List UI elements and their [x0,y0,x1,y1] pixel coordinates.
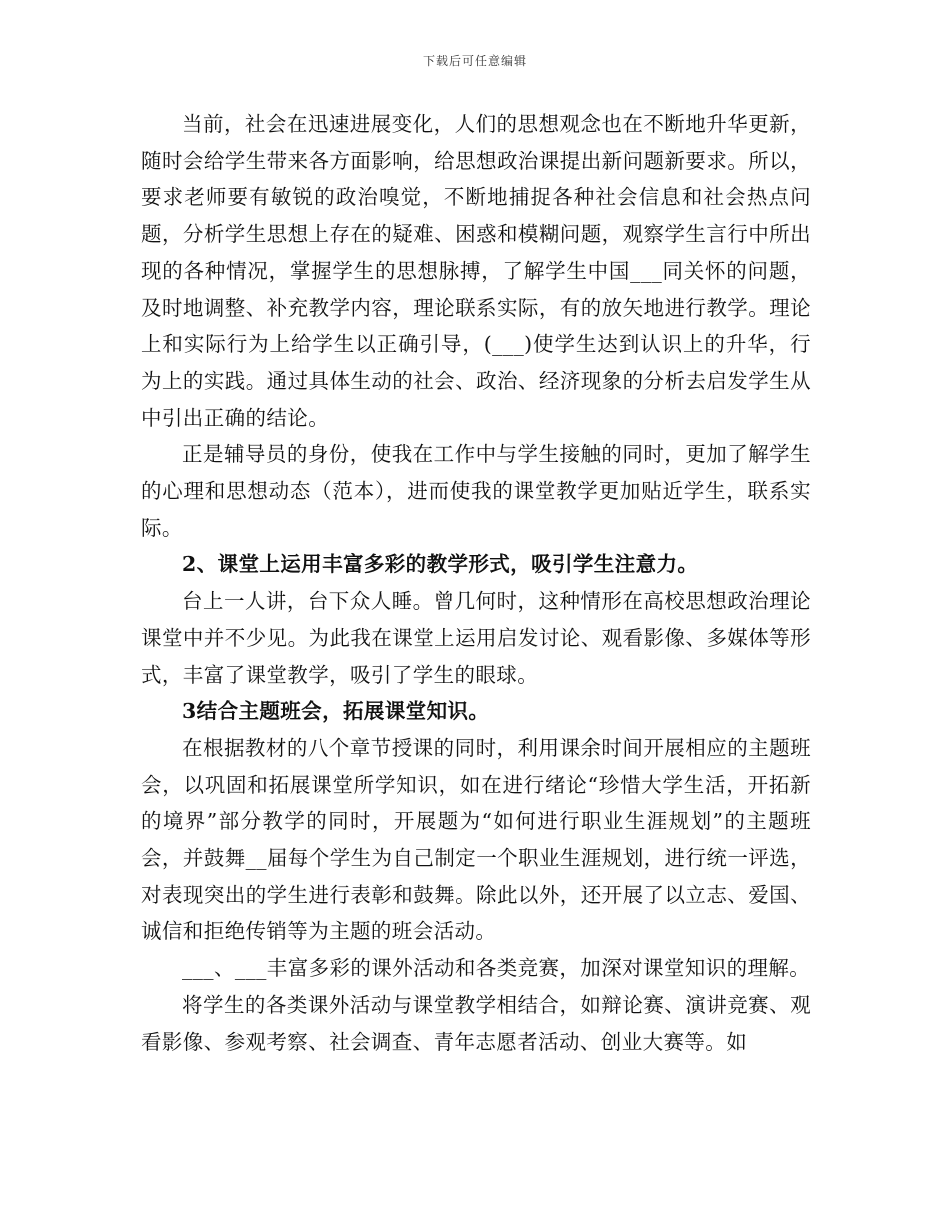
section-heading-2: 2、课堂上运用丰富多彩的教学形式，吸引学生注意力。 [182,552,699,577]
paragraph-2: 正是辅导员的身份，使我在工作中与学生接触的同时，更加了解学生的心理和思想动态（范本），进而使我的课堂教学更加贴近学生，联系实际。 [141,442,811,540]
paragraph-5: ___、___丰富多彩的课外活动和各类竞赛，加深对课堂知识的理解。 [182,956,811,981]
page-header: 下载后可任意编辑 [422,54,527,68]
section-heading-3: 3结合主题班会，拓展课堂知识。 [182,699,490,724]
paragraph-4: 在根据教材的八个章节授课的同时，利用课余时间开展相应的主题班会，以巩固和拓展课堂所学知识，如在进行绪论“珍惜大学生活，开拓新的境界”部分教学的同时，开展题为“如何进行职业生涯规划”的主题班会，并鼓舞__届每个学生为自己制定一个职业生涯规划，进行统一评选，对表现突出的学生进行表彰和鼓舞。除此以外，还开展了以立志、爱国、诚信和拒绝传销等为主题的班会活动。 [141,735,811,944]
paragraph-3: 台上一人讲，台下众人睡。曾几何时，这种情形在高校思想政治理论课堂中并不少见。为此我在课堂上运用启发讨论、观看影像、多媒体等形式，丰富了课堂教学，吸引了学生的眼球。 [141,589,811,687]
paragraph-1: 当前，社会在迅速进展变化，人们的思想观念也在不断地升华更新，随时会给学生带来各方面影响，给思想政治课提出新问题新要求。所以，要求老师要有敏锐的政治嗅觉，不断地捕捉各种社会信息和社会热点问题，分析学生思想上存在的疑难、困惑和模糊问题，观察学生言行中所出现的各种情况，掌握学生的思想脉搏，了解学生中国___同关怀的问题，及时地调整、补充教学内容，理论联系实际，有的放矢地进行教学。理论上和实际行为上给学生以正确引导，(___)使学生达到认识上的升华，行为上的实践。通过具体生动的社会、政治、经济现象的分析去启发学生从中引出正确的结论。 [141,112,811,430]
paragraph-6: 将学生的各类课外活动与课堂教学相结合，如辩论赛、演讲竞赛、观看影像、参观考察、社会调查、青年志愿者活动、创业大赛等。如 [141,992,811,1054]
document-body [141,106,811,1060]
